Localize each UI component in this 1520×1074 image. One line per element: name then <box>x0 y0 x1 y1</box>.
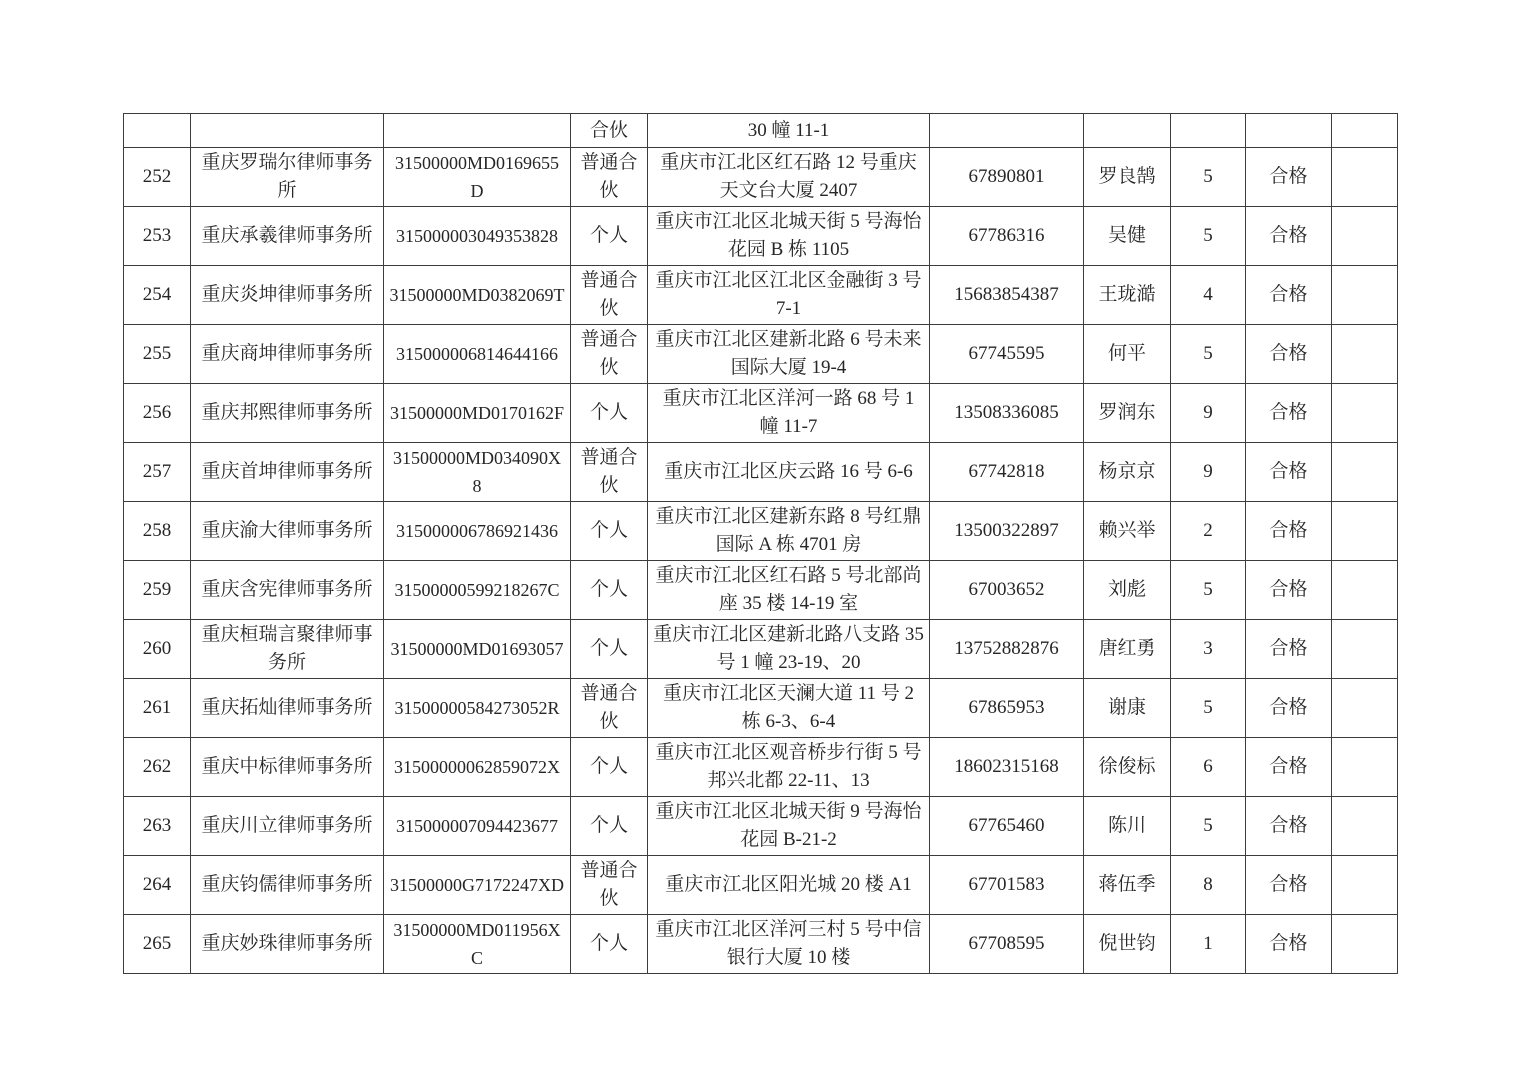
credit-code-cell: 315000006786921436 <box>384 502 571 561</box>
result-cell: 合格 <box>1246 561 1332 620</box>
org-type-cell: 普通合伙 <box>571 856 648 915</box>
address-cell: 重庆市江北区建新东路 8 号红鼎国际 A 栋 4701 房 <box>648 502 930 561</box>
note-cell <box>1332 738 1398 797</box>
table-row <box>124 266 1398 325</box>
credit-code-cell: 315000006814644166 <box>384 325 571 384</box>
table-row <box>124 797 1398 856</box>
org-type-cell: 个人 <box>571 738 648 797</box>
address-cell: 重庆市江北区红石路 5 号北部尚座 35 楼 14-19 室 <box>648 561 930 620</box>
contact-cell: 吴健 <box>1084 207 1171 266</box>
table-body <box>124 114 1398 974</box>
contact-cell: 罗润东 <box>1084 384 1171 443</box>
contact-cell: 倪世钧 <box>1084 915 1171 974</box>
seq-cell: 260 <box>124 620 191 679</box>
seq-cell: 254 <box>124 266 191 325</box>
address-cell: 重庆市江北区天澜大道 11 号 2 栋 6-3、6-4 <box>648 679 930 738</box>
table-row <box>124 325 1398 384</box>
phone-cell: 67003652 <box>930 561 1084 620</box>
note-cell <box>1332 679 1398 738</box>
table-row <box>124 384 1398 443</box>
count-cell: 2 <box>1171 502 1246 561</box>
credit-code-cell: 31500000599218267C <box>384 561 571 620</box>
phone-cell: 67742818 <box>930 443 1084 502</box>
result-cell <box>1246 114 1332 148</box>
result-cell: 合格 <box>1246 266 1332 325</box>
count-cell: 5 <box>1171 325 1246 384</box>
count-cell: 1 <box>1171 915 1246 974</box>
count-cell: 9 <box>1171 443 1246 502</box>
firm-name-cell: 重庆首坤律师事务所 <box>191 443 384 502</box>
seq-cell: 263 <box>124 797 191 856</box>
contact-cell: 刘彪 <box>1084 561 1171 620</box>
firm-name-cell: 重庆川立律师事务所 <box>191 797 384 856</box>
result-cell: 合格 <box>1246 856 1332 915</box>
result-cell: 合格 <box>1246 620 1332 679</box>
credit-code-cell: 31500000584273052R <box>384 679 571 738</box>
org-type-cell: 普通合伙 <box>571 443 648 502</box>
contact-cell: 徐俊标 <box>1084 738 1171 797</box>
table-row <box>124 207 1398 266</box>
seq-cell: 256 <box>124 384 191 443</box>
table-row <box>124 738 1398 797</box>
firm-name-cell: 重庆炎坤律师事务所 <box>191 266 384 325</box>
address-cell: 重庆市江北区建新北路八支路 35 号 1 幢 23-19、20 <box>648 620 930 679</box>
contact-cell: 蒋伍季 <box>1084 856 1171 915</box>
phone-cell: 67701583 <box>930 856 1084 915</box>
address-cell: 重庆市江北区阳光城 20 楼 A1 <box>648 856 930 915</box>
result-cell: 合格 <box>1246 443 1332 502</box>
table-row-partial <box>124 114 1398 148</box>
credit-code-cell: 31500000MD034090X8 <box>384 443 571 502</box>
org-type-cell: 普通合伙 <box>571 266 648 325</box>
count-cell: 3 <box>1171 620 1246 679</box>
note-cell <box>1332 114 1398 148</box>
firm-name-cell: 重庆中标律师事务所 <box>191 738 384 797</box>
address-cell: 重庆市江北区洋河三村 5 号中信银行大厦 10 楼 <box>648 915 930 974</box>
address-cell: 30 幢 11-1 <box>648 114 930 148</box>
firm-name-cell: 重庆渝大律师事务所 <box>191 502 384 561</box>
count-cell: 6 <box>1171 738 1246 797</box>
org-type-cell: 合伙 <box>571 114 648 148</box>
org-type-cell: 个人 <box>571 384 648 443</box>
credit-code-cell: 31500000MD0169655D <box>384 148 571 207</box>
credit-code-cell: 31500000MD0382069T <box>384 266 571 325</box>
note-cell <box>1332 620 1398 679</box>
phone-cell: 15683854387 <box>930 266 1084 325</box>
table-row <box>124 915 1398 974</box>
org-type-cell: 个人 <box>571 620 648 679</box>
result-cell: 合格 <box>1246 738 1332 797</box>
law-firms-table <box>123 113 1398 974</box>
table-row <box>124 561 1398 620</box>
count-cell: 4 <box>1171 266 1246 325</box>
note-cell <box>1332 148 1398 207</box>
firm-name-cell: 重庆拓灿律师事务所 <box>191 679 384 738</box>
result-cell: 合格 <box>1246 207 1332 266</box>
note-cell <box>1332 561 1398 620</box>
firm-name-cell: 重庆妙珠律师事务所 <box>191 915 384 974</box>
result-cell: 合格 <box>1246 915 1332 974</box>
phone-cell: 67745595 <box>930 325 1084 384</box>
count-cell: 8 <box>1171 856 1246 915</box>
address-cell: 重庆市江北区北城天街 5 号海怡花园 B 栋 1105 <box>648 207 930 266</box>
phone-cell: 13752882876 <box>930 620 1084 679</box>
address-cell: 重庆市江北区建新北路 6 号未来国际大厦 19-4 <box>648 325 930 384</box>
seq-cell: 255 <box>124 325 191 384</box>
phone-cell: 67708595 <box>930 915 1084 974</box>
phone-cell: 67765460 <box>930 797 1084 856</box>
contact-cell: 何平 <box>1084 325 1171 384</box>
org-type-cell: 个人 <box>571 915 648 974</box>
credit-code-cell: 315000007094423677 <box>384 797 571 856</box>
org-type-cell: 普通合伙 <box>571 325 648 384</box>
note-cell <box>1332 266 1398 325</box>
credit-code-cell: 31500000MD01693057 <box>384 620 571 679</box>
contact-cell: 王珑澔 <box>1084 266 1171 325</box>
seq-cell: 252 <box>124 148 191 207</box>
note-cell <box>1332 797 1398 856</box>
contact-cell: 陈川 <box>1084 797 1171 856</box>
seq-cell: 264 <box>124 856 191 915</box>
contact-cell: 谢康 <box>1084 679 1171 738</box>
address-cell: 重庆市江北区庆云路 16 号 6-6 <box>648 443 930 502</box>
phone-cell: 67865953 <box>930 679 1084 738</box>
org-type-cell: 个人 <box>571 207 648 266</box>
contact-cell: 赖兴举 <box>1084 502 1171 561</box>
count-cell: 5 <box>1171 679 1246 738</box>
phone-cell: 67890801 <box>930 148 1084 207</box>
table-row <box>124 856 1398 915</box>
firm-name-cell: 重庆邦熙律师事务所 <box>191 384 384 443</box>
table-row <box>124 620 1398 679</box>
seq-cell: 258 <box>124 502 191 561</box>
count-cell: 5 <box>1171 148 1246 207</box>
firm-name-cell: 重庆含宪律师事务所 <box>191 561 384 620</box>
seq-cell <box>124 114 191 148</box>
table-row <box>124 502 1398 561</box>
contact-cell: 罗良鹄 <box>1084 148 1171 207</box>
phone-cell: 13500322897 <box>930 502 1084 561</box>
result-cell: 合格 <box>1246 502 1332 561</box>
address-cell: 重庆市江北区红石路 12 号重庆天文台大厦 2407 <box>648 148 930 207</box>
seq-cell: 253 <box>124 207 191 266</box>
phone-cell <box>930 114 1084 148</box>
count-cell <box>1171 114 1246 148</box>
result-cell: 合格 <box>1246 325 1332 384</box>
note-cell <box>1332 915 1398 974</box>
firm-name-cell: 重庆商坤律师事务所 <box>191 325 384 384</box>
seq-cell: 262 <box>124 738 191 797</box>
count-cell: 9 <box>1171 384 1246 443</box>
phone-cell: 13508336085 <box>930 384 1084 443</box>
contact-cell <box>1084 114 1171 148</box>
seq-cell: 265 <box>124 915 191 974</box>
firm-name-cell <box>191 114 384 148</box>
note-cell <box>1332 325 1398 384</box>
firm-name-cell: 重庆罗瑞尔律师事务所 <box>191 148 384 207</box>
firm-name-cell: 重庆桓瑞言聚律师事务所 <box>191 620 384 679</box>
table-row <box>124 679 1398 738</box>
contact-cell: 杨京京 <box>1084 443 1171 502</box>
credit-code-cell: 31500000MD0170162F <box>384 384 571 443</box>
result-cell: 合格 <box>1246 148 1332 207</box>
credit-code-cell: 315000003049353828 <box>384 207 571 266</box>
note-cell <box>1332 856 1398 915</box>
count-cell: 5 <box>1171 797 1246 856</box>
org-type-cell: 个人 <box>571 561 648 620</box>
credit-code-cell: 31500000062859072X <box>384 738 571 797</box>
credit-code-cell <box>384 114 571 148</box>
firm-name-cell: 重庆钧儒律师事务所 <box>191 856 384 915</box>
note-cell <box>1332 443 1398 502</box>
firm-name-cell: 重庆承羲律师事务所 <box>191 207 384 266</box>
count-cell: 5 <box>1171 207 1246 266</box>
org-type-cell: 个人 <box>571 797 648 856</box>
address-cell: 重庆市江北区江北区金融街 3 号 7-1 <box>648 266 930 325</box>
note-cell <box>1332 384 1398 443</box>
result-cell: 合格 <box>1246 384 1332 443</box>
table-row <box>124 148 1398 207</box>
org-type-cell: 普通合伙 <box>571 148 648 207</box>
table-row <box>124 443 1398 502</box>
phone-cell: 18602315168 <box>930 738 1084 797</box>
result-cell: 合格 <box>1246 679 1332 738</box>
address-cell: 重庆市江北区观音桥步行街 5 号邦兴北都 22-11、13 <box>648 738 930 797</box>
seq-cell: 259 <box>124 561 191 620</box>
org-type-cell: 普通合伙 <box>571 679 648 738</box>
address-cell: 重庆市江北区洋河一路 68 号 1 幢 11-7 <box>648 384 930 443</box>
note-cell <box>1332 207 1398 266</box>
address-cell: 重庆市江北区北城天街 9 号海怡花园 B-21-2 <box>648 797 930 856</box>
seq-cell: 257 <box>124 443 191 502</box>
seq-cell: 261 <box>124 679 191 738</box>
phone-cell: 67786316 <box>930 207 1084 266</box>
org-type-cell: 个人 <box>571 502 648 561</box>
credit-code-cell: 31500000G7172247XD <box>384 856 571 915</box>
result-cell: 合格 <box>1246 797 1332 856</box>
count-cell: 5 <box>1171 561 1246 620</box>
credit-code-cell: 31500000MD011956XC <box>384 915 571 974</box>
note-cell <box>1332 502 1398 561</box>
contact-cell: 唐红勇 <box>1084 620 1171 679</box>
